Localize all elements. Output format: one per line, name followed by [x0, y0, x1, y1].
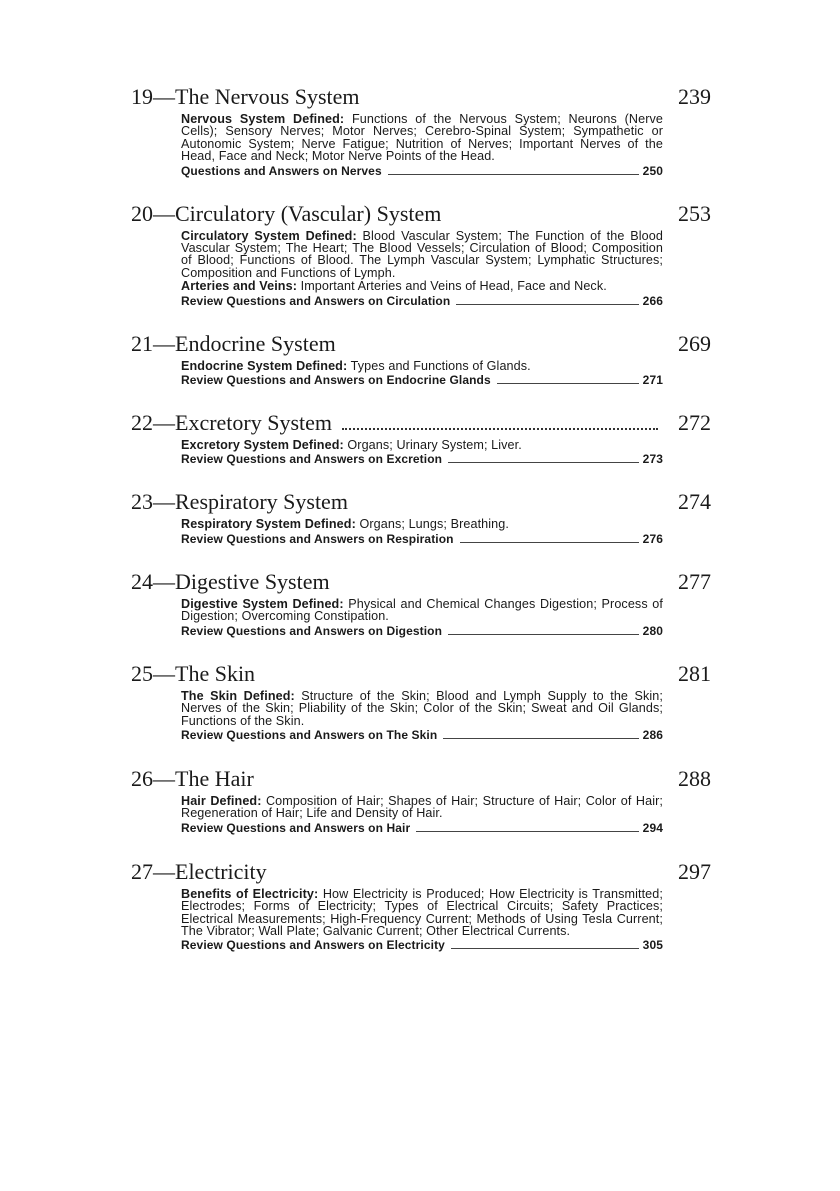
chapter-number: 25 [131, 660, 153, 686]
chapter-number: 22 [131, 410, 153, 436]
review-leader [451, 947, 639, 949]
chapter-title: Digestive System [175, 568, 330, 594]
chapter-heading [131, 487, 711, 517]
chapter-title: Electricity [175, 858, 267, 884]
chapter-page-number: 272 [678, 410, 711, 436]
summary-paragraph [181, 113, 663, 163]
chapter-title: The Nervous System [175, 84, 360, 109]
topic-list: Structure of the Skin; Blood and Lymph Supply to the Skin; Nerves of the Skin; Pliability of the Skin; Color of the Skin; Sweat and Oil Glands; Functions of the Skin. [181, 688, 663, 728]
review-leader [388, 173, 639, 175]
chapter-dash: — [153, 489, 175, 515]
chapter-heading [131, 199, 711, 229]
chapter-entry [131, 764, 711, 835]
review-page-number: 271 [642, 373, 663, 388]
chapter-number: 27 [131, 858, 153, 884]
topic-lead: Circulatory System Defined: [181, 228, 357, 243]
chapter-title: The Hair [175, 765, 254, 791]
summary-paragraph [181, 230, 663, 280]
chapter-number: 20 [131, 200, 153, 226]
topic-list: Composition of Hair; Shapes of Hair; Structure of Hair; Color of Hair; Regeneration of Hair; Life and Density of Hair. [181, 793, 663, 821]
topic-list: Functions of the Nervous System; Neurons (Nerve Cells); Sensory Nerves; Motor Nerves; Cerebro-Spinal System; Sympathetic or Autonomic System; Nerve Fatigue; Nutrition of Nerves; Important Nerves of the Head, Face and Neck; Motor Nerve Points of the Head. [181, 112, 664, 164]
chapter-heading [131, 82, 711, 112]
chapter-heading-left [131, 408, 666, 438]
summary-paragraph [181, 598, 663, 623]
chapter-page-number: 274 [678, 489, 711, 515]
chapter-heading-left [131, 199, 666, 229]
chapter-heading-left [131, 659, 666, 689]
chapter-page-number: 281 [678, 660, 711, 686]
chapter-heading [131, 659, 711, 689]
summary-paragraph [181, 439, 663, 451]
chapter-entry [131, 659, 711, 742]
chapter-summary [181, 113, 663, 178]
topic-list: Important Arteries and Veins of Head, Face and Neck. [297, 279, 607, 294]
chapter-entry [131, 199, 711, 308]
topic-list: Physical and Chemical Changes Digestion; Process of Digestion; Overcoming Constipation. [181, 596, 664, 624]
review-leader [460, 541, 639, 543]
review-title: Review Questions and Answers on Respiration [181, 531, 454, 546]
topic-lead: Endocrine System Defined: [181, 358, 348, 373]
topic-lead: Excretory System Defined: [181, 438, 344, 453]
review-title: Review Questions and Answers on Electricity [181, 938, 445, 953]
topic-lead: Nervous System Defined: [181, 112, 345, 126]
review-page-number: 276 [642, 531, 663, 546]
chapter-dash: — [153, 765, 175, 791]
chapter-page-number: 277 [678, 568, 711, 594]
topic-list: Types and Functions of Glands. [347, 358, 531, 373]
review-leader [456, 303, 638, 305]
chapter-summary [181, 598, 663, 638]
summary-paragraph [181, 360, 663, 372]
topic-lead: Benefits of Electricity: [181, 886, 319, 901]
topic-lead: Digestive System Defined: [181, 596, 344, 611]
review-page-number: 286 [642, 727, 663, 742]
chapter-heading [131, 567, 711, 597]
topic-list: Organs; Lungs; Breathing. [355, 517, 509, 532]
topic-lead: The Skin Defined: [181, 688, 295, 703]
summary-paragraph [181, 518, 663, 530]
review-leader [443, 737, 638, 739]
chapter-heading-left [131, 82, 666, 112]
chapter-entry [131, 487, 711, 545]
chapter-heading [131, 408, 711, 438]
review-line [181, 624, 663, 638]
chapter-title: Excretory System [175, 410, 333, 436]
review-leader [416, 830, 638, 832]
review-page-number: 250 [642, 163, 663, 178]
chapter-dash: — [153, 568, 175, 594]
chapter-title: The Skin [175, 660, 256, 686]
chapter-heading-left [131, 764, 666, 794]
review-page-number: 305 [642, 938, 663, 953]
chapter-summary [181, 439, 663, 466]
chapter-dash: — [153, 200, 175, 226]
chapter-dash: — [153, 660, 175, 686]
summary-paragraph [181, 888, 663, 938]
chapter-heading [131, 764, 711, 794]
dot-leader [342, 427, 658, 430]
table-of-contents [131, 82, 711, 952]
chapter-entry [131, 857, 711, 953]
review-title: Review Questions and Answers on Excretion [181, 452, 443, 467]
chapter-entry [131, 567, 711, 638]
chapter-page-number: 297 [678, 858, 711, 884]
summary-paragraph [181, 795, 663, 820]
chapter-dash: — [153, 84, 175, 109]
chapter-page-number: 288 [678, 765, 711, 791]
topic-list: Blood Vascular System; The Function of the Blood Vascular System; The Heart; The Blood Vessels; Circulation of Blood; Composition of Blood; Functions of Blood. The Lymph Vascular System; Lymphatic Structures; Composition and Functions of Lymph. [181, 228, 663, 280]
chapter-summary [181, 230, 663, 308]
chapter-summary [181, 795, 663, 835]
review-title: Review Questions and Answers on Digestion [181, 623, 443, 638]
chapter-summary [181, 518, 663, 545]
chapter-title: Respiratory System [175, 489, 348, 515]
chapter-number: 19 [131, 84, 153, 109]
review-title: Review Questions and Answers on Endocrine Glands [181, 373, 491, 388]
chapter-title: Circulatory (Vascular) System [175, 200, 442, 226]
review-leader [497, 382, 639, 384]
review-line [181, 373, 663, 387]
chapter-dash: — [153, 858, 175, 884]
chapter-entry [131, 82, 711, 178]
review-title: Review Questions and Answers on The Skin [181, 727, 438, 742]
chapter-number: 24 [131, 568, 153, 594]
chapter-heading [131, 329, 711, 359]
chapter-entry [131, 408, 711, 466]
review-page-number: 273 [642, 452, 663, 467]
review-line [181, 532, 663, 546]
review-leader [448, 633, 639, 635]
chapter-page-number: 253 [678, 200, 711, 226]
review-line [181, 294, 663, 308]
review-line [181, 164, 663, 178]
chapter-entry [131, 329, 711, 387]
review-title: Review Questions and Answers on Hair [181, 820, 411, 835]
review-line [181, 728, 663, 742]
topic-lead: Hair Defined: [181, 793, 262, 808]
chapter-heading-left [131, 487, 666, 517]
chapter-heading-left [131, 329, 666, 359]
review-page-number: 280 [642, 623, 663, 638]
chapter-heading [131, 857, 711, 887]
topic-lead: Respiratory System Defined: [181, 517, 356, 532]
chapter-summary [181, 888, 663, 953]
summary-paragraph [181, 280, 663, 292]
review-line [181, 938, 663, 952]
review-leader [448, 461, 639, 463]
topic-lead: Arteries and Veins: [181, 279, 297, 294]
topic-list: Organs; Urinary System; Liver. [343, 438, 522, 453]
review-line [181, 821, 663, 835]
chapter-dash: — [153, 410, 175, 436]
review-line [181, 452, 663, 466]
chapter-summary [181, 360, 663, 387]
review-page-number: 294 [642, 820, 663, 835]
chapter-summary [181, 690, 663, 742]
chapter-heading-left [131, 857, 666, 887]
chapter-page-number: 239 [678, 84, 711, 109]
chapter-dash: — [153, 330, 175, 356]
review-title: Review Questions and Answers on Circulation [181, 293, 451, 308]
chapter-heading-left [131, 567, 666, 597]
chapter-page-number: 269 [678, 330, 711, 356]
topic-list: How Electricity is Produced; How Electricity is Transmitted; Electrodes; Forms of Electricity; Types of Electrical Circuits; Safety Practices; Electrical Measurements; High-Frequency Current; Methods of Using Tesla Current; The Vibrator; Wall Plate; Galvanic Current; Other Electrical Currents. [181, 886, 663, 938]
chapter-number: 23 [131, 489, 153, 515]
chapter-number: 26 [131, 765, 153, 791]
summary-paragraph [181, 690, 663, 727]
chapter-title: Endocrine System [175, 330, 336, 356]
chapter-number: 21 [131, 330, 153, 356]
review-title: Questions and Answers on Nerves [181, 163, 382, 178]
review-page-number: 266 [642, 293, 663, 308]
